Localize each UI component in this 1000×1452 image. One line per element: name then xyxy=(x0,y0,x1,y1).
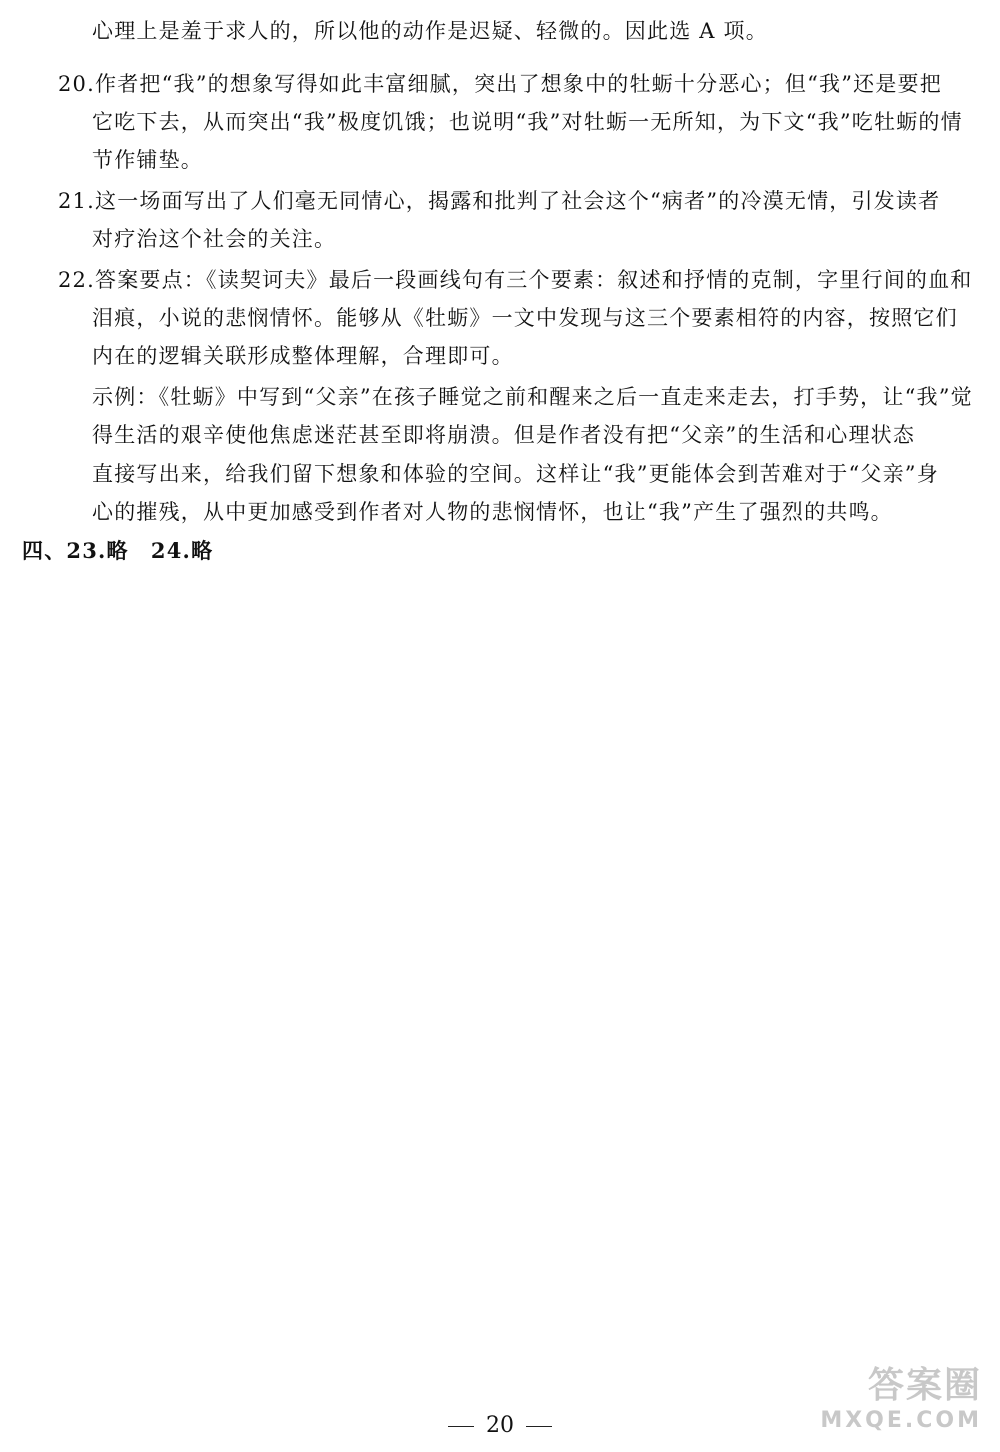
left-dash-divider xyxy=(448,1426,474,1427)
text-line-1: 心理上是羞于求人的，所以他的动作是迟疑、轻微的。因此选 A 项。 xyxy=(92,19,768,43)
text-line-12: 直接写出来，给我们留下想象和体验的空间。这样让“我”更能体会到苦难对于“父亲”身 xyxy=(92,462,939,486)
text-line-7: 22.答案要点：《读契诃夫》最后一段画线句有三个要素：叙述和抒情的克制，字里行间的血和 xyxy=(58,268,973,292)
watermark-logo xyxy=(812,1364,982,1444)
text-line-6: 对疗治这个社会的关注。 xyxy=(92,227,337,251)
watermark-bottom-text: MXQE.COM xyxy=(820,1408,982,1433)
text-line-3: 它吃下去，从而突出“我”极度饥饿；也说明“我”对牡蛎一无所知，为下文“我”吃牡蛎的情 xyxy=(92,110,963,134)
watermark-top-text: 答案圈 xyxy=(867,1365,982,1406)
text-line-11: 得生活的艰辛使他焦虑迷茫甚至即将崩溃。但是作者没有把“父亲”的生活和心理状态 xyxy=(92,423,916,447)
text-line-14: 四、23.略 24.略 xyxy=(22,538,214,563)
text-line-10: 示例：《牡蛎》中写到“父亲”在孩子睡觉之前和醒来之后一直走来走去，打手势，让“我”觉 xyxy=(92,385,973,409)
right-dash-divider xyxy=(526,1426,552,1427)
text-line-4: 节作铺垫。 xyxy=(92,148,203,172)
text-line-8: 泪痕，小说的悲悯情怀。能够从《牡蛎》一文中发现与这三个要素相符的内容，按照它们 xyxy=(92,306,958,330)
text-line-5: 21.这一场面写出了人们毫无同情心，揭露和批判了社会这个“病者”的冷漠无情，引发读者 xyxy=(58,189,941,213)
text-line-13: 心的摧残，从中更加感受到作者对人物的悲悯情怀，也让“我”产生了强烈的共鸣。 xyxy=(92,500,893,524)
text-line-2: 20.作者把“我”的想象写得如此丰富细腻，突出了想象中的牡蛎十分恶心；但“我”还是要把 xyxy=(58,72,942,96)
text-line-9: 内在的逻辑关联形成整体理解，合理即可。 xyxy=(92,344,514,368)
page-number: 20 xyxy=(486,1413,514,1438)
